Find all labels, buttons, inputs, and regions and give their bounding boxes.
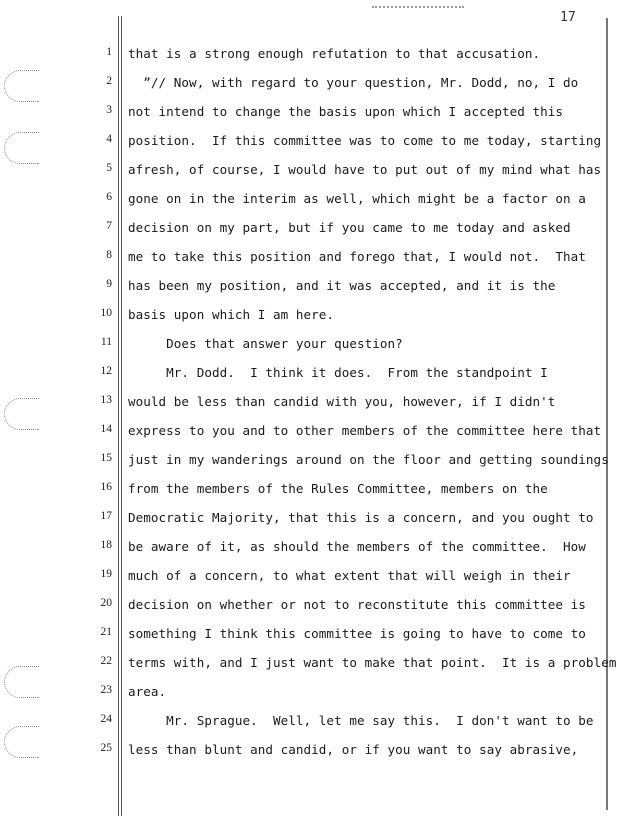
line-number: 17: [100, 510, 112, 522]
line-number: 8: [106, 249, 112, 261]
line-number: 19: [100, 568, 112, 580]
transcript-line: Mr. Dodd. I think it does. From the standpoint I: [128, 365, 548, 380]
transcript-line: would be less than candid with you, however, if I didn't: [128, 394, 556, 409]
page-number: 17: [560, 10, 576, 25]
transcript-line: afresh, of course, I would have to put out of my mind what has: [128, 162, 602, 177]
line-number: 14: [100, 423, 112, 435]
transcript-line: be aware of it, as should the members of the committee. How: [128, 539, 586, 554]
transcript-line: ”// Now, with regard to your question, Mr. Dodd, no, I do: [128, 75, 579, 90]
transcript-line: basis upon which I am here.: [128, 307, 335, 322]
transcript-line: much of a concern, to what extent that will weigh in their: [128, 568, 571, 583]
transcript-line: decision on my part, but if you came to me today and asked: [128, 220, 571, 235]
transcript-line: Mr. Sprague. Well, let me say this. I don't want to be: [128, 713, 594, 728]
binder-hole-mark: [4, 398, 39, 430]
transcript-line: me to take this position and forego that, I would not. That: [128, 249, 586, 264]
transcript-line: from the members of the Rules Committee, members on the: [128, 481, 548, 496]
transcript-line: gone on in the interim as well, which might be a factor on a: [128, 191, 586, 206]
transcript-line: just in my wanderings around on the floor and getting soundings: [128, 452, 609, 467]
top-smudge-mark: [372, 0, 464, 8]
transcript-line: express to you and to other members of the committee here that: [128, 423, 602, 438]
transcript-line: area.: [128, 684, 167, 699]
line-number: 20: [100, 597, 112, 609]
transcript-line: less than blunt and candid, or if you want to say abrasive,: [128, 742, 579, 757]
line-number: 5: [106, 162, 112, 174]
line-number: 12: [100, 365, 112, 377]
left-margin-rule: [118, 16, 122, 816]
transcript-line: position. If this committee was to come to me today, starting: [128, 133, 602, 148]
line-number: 10: [100, 307, 112, 319]
line-number: 6: [106, 191, 112, 203]
line-number: 18: [100, 539, 112, 551]
binder-hole-mark: [4, 70, 39, 102]
transcript-line: something I think this committee is going to have to come to: [128, 626, 586, 641]
binder-hole-mark: [4, 666, 39, 698]
transcript-line: not intend to change the basis upon which I accepted this: [128, 104, 564, 119]
binder-hole-mark: [4, 132, 39, 164]
line-number: 11: [100, 336, 112, 348]
transcript-line: terms with, and I just want to make that point. It is a problem: [128, 655, 617, 670]
line-number: 15: [100, 452, 112, 464]
transcript-line: decision on whether or not to reconstitute this committee is: [128, 597, 586, 612]
line-number: 21: [100, 626, 112, 638]
line-number: 4: [106, 133, 112, 145]
line-number: 16: [100, 481, 112, 493]
line-number: 3: [106, 104, 112, 116]
transcript-line: Democratic Majority, that this is a concern, and you ought to: [128, 510, 594, 525]
line-number: 1: [106, 46, 112, 58]
line-number: 2: [106, 75, 112, 87]
transcript-line: has been my position, and it was accepted, and it is the: [128, 278, 556, 293]
line-number: 13: [100, 394, 112, 406]
right-margin-rule: [606, 18, 608, 810]
line-number: 23: [100, 684, 112, 696]
binder-hole-mark: [4, 726, 39, 758]
line-number: 25: [100, 742, 112, 754]
line-number: 9: [106, 278, 112, 290]
line-number: 24: [100, 713, 112, 725]
line-number: 7: [106, 220, 112, 232]
line-number: 22: [100, 655, 112, 667]
transcript-line: that is a strong enough refutation to that accusation.: [128, 46, 541, 61]
transcript-line: Does that answer your question?: [128, 336, 403, 351]
